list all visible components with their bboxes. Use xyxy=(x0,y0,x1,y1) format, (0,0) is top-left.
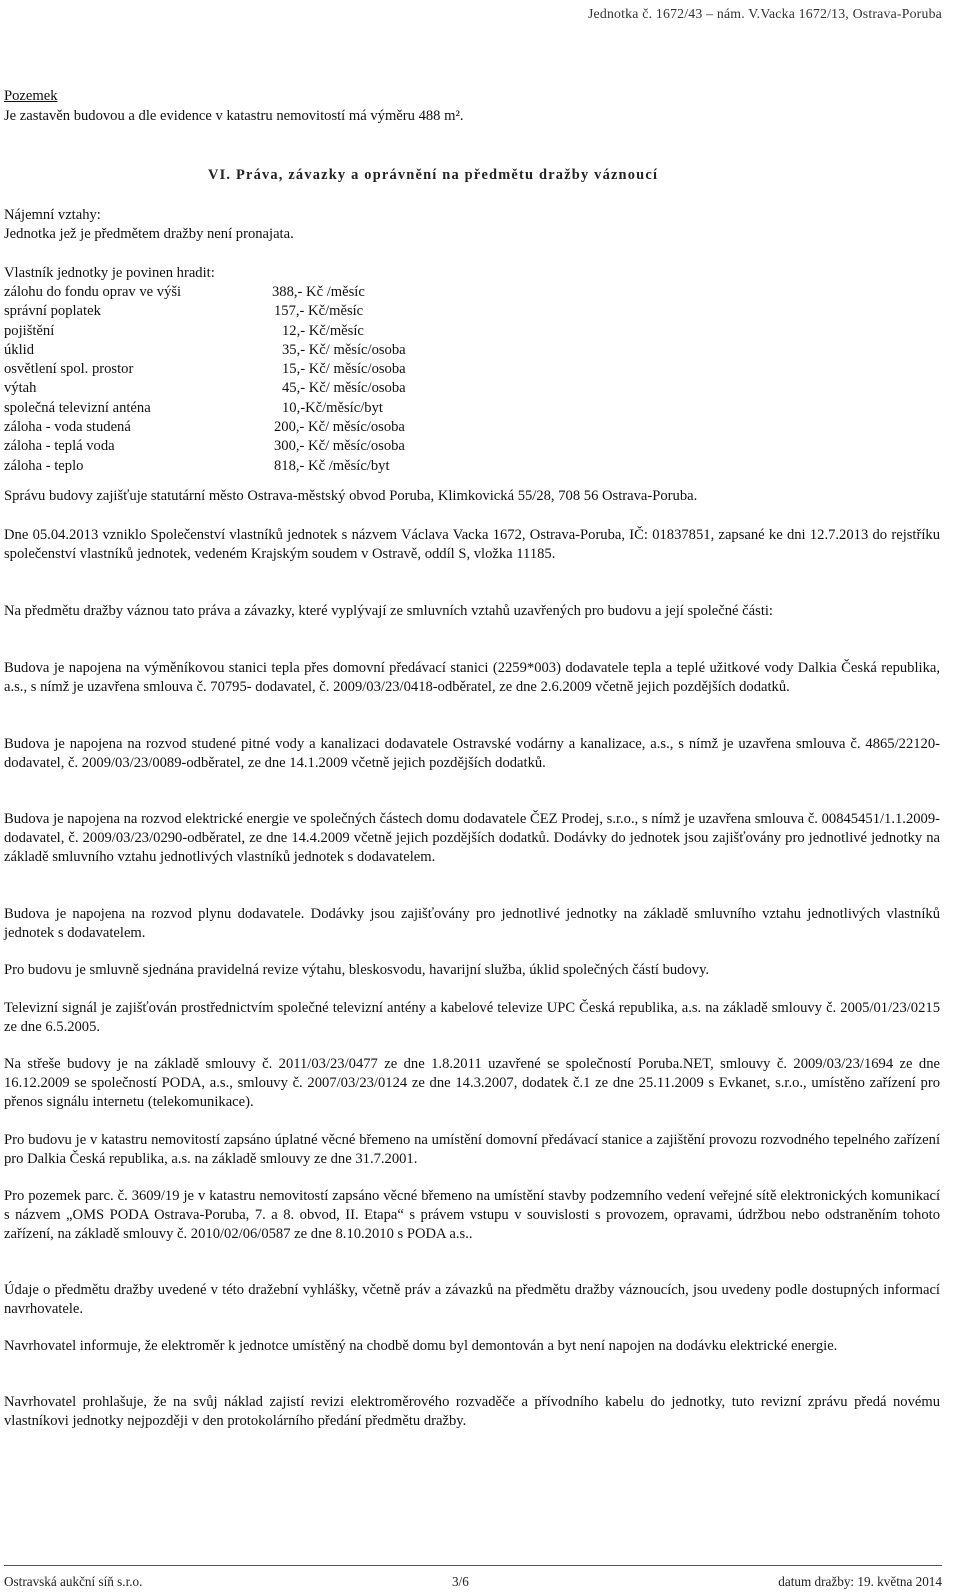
fee-label: záloha - voda studená xyxy=(4,419,131,436)
fee-label: výtah xyxy=(4,380,37,397)
paragraph: Televizní signál je zajišťován prostřednictvím společné televizní antény a kabelové televize UPC Česká republika, a.s. na základě smlouvy č. 2005/01/23/0215 ze dne 6.5.2005. xyxy=(4,1000,940,1035)
fee-value: 200,- Kč/ měsíc/osoba xyxy=(274,419,405,436)
fee-label: osvětlení spol. prostor xyxy=(4,361,134,378)
fee-value: 15,- Kč/ měsíc/osoba xyxy=(282,361,406,378)
fee-label: úklid xyxy=(4,341,34,358)
pozemek-heading: Pozemek xyxy=(4,88,58,104)
paragraph: Údaje o předmětu dražby uvedené v této dražební vyhlášky, včetně práv a závazků na předmětu dražby váznoucích, jsou uvedeny podle dostupných informací navrhovatele. xyxy=(4,1282,940,1317)
paragraph: Pro budovu je smluvně sjednána pravidelná revize výtahu, bleskosvodu, havarijní služba, úklid společných částí budovy. xyxy=(4,962,710,978)
paragraph: Pro pozemek parc. č. 3609/19 je v katastru nemovitostí zapsáno věcné břemeno na umístění stavby podzemního vedení veřejné sítě elektronických komunikací s názvem „OMS PODA Ostrava-Poruba, 7. a 8. obvod, II. Etapa“ s právem vstupu v souvislosti s provozem, opravami, údržbou nebo odstraněním tohoto zařízení, na základě smlouvy č. 2010/02/06/0587 ze dne 8.10.2010 s PODA a.s.. xyxy=(4,1188,940,1242)
paragraph: Budova je napojena na rozvod plynu dodavatele. Dodávky jsou zajišťovány pro jednotlivé jednotky na základě smluvního vztahu jednotlivých vlastníků jednotek s dodavatelem. xyxy=(4,906,940,941)
fees-intro: Vlastník jednotky je povinen hradit: xyxy=(4,265,215,281)
fee-label: správní poplatek xyxy=(4,303,101,320)
fee-row xyxy=(4,360,482,379)
fee-label: záloha - teplo xyxy=(4,457,84,474)
fee-row xyxy=(4,399,482,418)
fee-row xyxy=(4,322,482,341)
fee-value: 157,- Kč/měsíc xyxy=(274,303,364,320)
fee-row xyxy=(4,302,482,321)
fee-label: společná televizní anténa xyxy=(4,399,151,416)
pozemek-text: Je zastavěn budovou a dle evidence v katastru nemovitostí má výměru 488 m². xyxy=(4,108,464,124)
fee-row xyxy=(4,418,482,437)
fee-value: 300,- Kč/ měsíc/osoba xyxy=(274,438,405,455)
paragraph: Pro budovu je v katastru nemovitostí zapsáno úplatné věcné břemeno na umístění domovní předávací stanice a zajištění provozu rozvodného tepelného zařízení pro Dalkia Česká republika, a.s. na základě smlouvy ze dne 31.7.2001. xyxy=(4,1132,940,1167)
najem-heading: Nájemní vztahy: xyxy=(4,207,101,223)
fee-label: zálohu do fondu oprav ve výši xyxy=(4,284,182,300)
fee-value: 818,- Kč /měsíc/byt xyxy=(274,457,390,474)
paragraph: Na střeše budovy je na základě smlouvy č. 2011/03/23/0477 ze dne 1.8.2011 uzavřené se společností Poruba.NET, smlouvy č. 2009/03/23/1694 ze dne 16.12.2009 se společností PODA, a.s., smlouvy č. 2007/03/23/0124 ze dne 14.3.2007, dodatek č.1 ze dne 25.11.2009 s Evkanet, s.r.o., umístěno zařízení pro přenos signálu internetu (telekomunikace). xyxy=(4,1056,940,1110)
fee-row xyxy=(4,457,482,476)
fee-value: 45,- Kč/ měsíc/osoba xyxy=(282,380,406,397)
fee-label: záloha - teplá voda xyxy=(4,438,115,455)
footer-page-number: 3/6 xyxy=(451,1574,469,1589)
fee-row xyxy=(4,341,482,360)
paragraph: Správu budovy zajišťuje statutární město Ostrava-městský obvod Poruba, Klimkovická 55/28, 708 56 Ostrava-Poruba. xyxy=(4,488,698,504)
paragraph: Budova je napojena na výměníkovou stanici tepla přes domovní předávací stanici (2259*003) dodavatele tepla a teplé užitkové vody Dalkia Česká republika, a.s., s nímž je uzavřena smlouva č. 70795- dodavatel, č. 2009/03/23/0418-odběratel, ze dne 2.6.2009 včetně jejich pozdějších dodatků. xyxy=(4,660,940,695)
page-header: Jednotka č. 1672/43 – nám. V.Vacka 1672/13, Ostrava-Poruba xyxy=(587,6,942,21)
fee-value: 12,- Kč/měsíc xyxy=(282,322,364,339)
footer-company: Ostravská aukční síň s.r.o. xyxy=(4,1574,143,1589)
fee-value: 388,- Kč /měsíc xyxy=(272,284,365,300)
najem-text: Jednotka jež je předmětem dražby není pronajata. xyxy=(4,226,294,242)
page-footer xyxy=(4,1565,942,1591)
fee-row xyxy=(4,379,482,398)
fee-value: 10,-Kč/měsíc/byt xyxy=(282,399,383,416)
fee-label: pojištění xyxy=(4,322,55,339)
fee-row xyxy=(4,437,482,456)
footer-auction-date: datum dražby: 19. května 2014 xyxy=(778,1574,942,1589)
fee-row xyxy=(4,283,482,302)
paragraph: Dne 05.04.2013 vzniklo Společenství vlastníků jednotek s názvem Václava Vacka 1672, Ostrava-Poruba, IČ: 01837851, zapsané ke dni 12.7.2013 do rejstříku společenství vlastníků jednotek, vedeném Krajským soudem v Ostravě, oddíl S, vložka 11185. xyxy=(4,527,940,562)
paragraph: Budova je napojena na rozvod studené pitné vody a kanalizaci dodavatele Ostravské vodárny a kanalizace, a.s., s nímž je uzavřena smlouva č. 4865/22120- dodavatel, č. 2009/03/23/0089-odběratel, ze dne 14.1.2009 včetně jejich pozdějších dodatků. xyxy=(4,736,940,771)
paragraph: Navrhovatel prohlašuje, že na svůj náklad zajistí revizi elektroměrového rozvaděče a přívodního kabelu do jednotky, tuto revizní zprávu předá novému vlastníkovi jednotky nejpozději v den protokolárního předání předmětu dražby. xyxy=(4,1394,940,1429)
section-title: VI. Práva, závazky a oprávnění na předmětu dražby váznoucí xyxy=(208,167,659,183)
paragraph: Budova je napojena na rozvod elektrické energie ve společných částech domu dodavatele ČEZ Prodej, s.r.o., s nímž je uzavřena smlouva č. 00845451/1.1.2009- dodavatel, č. 2009/03/23/0290-odběratel, ze dne 14.4.2009 včetně jejich pozdějších dodatků. Dodávky do jednotek jsou zajišťovány pro jednotlivé jednotky na základě smluvního vztahu jednotlivých vlastníků jednotek s dodavatelem. xyxy=(4,811,940,865)
paragraph: Navrhovatel informuje, že elektroměr k jednotce umístěný na chodbě domu byl demontován a byt není napojen na dodávku elektrické energie. xyxy=(4,1338,838,1354)
fee-table xyxy=(4,283,482,476)
paragraph: Na předmětu dražby váznou tato práva a závazky, které vyplývají ze smluvních vztahů uzavřených pro budovu a její společné části: xyxy=(4,603,773,619)
fee-value: 35,- Kč/ měsíc/osoba xyxy=(282,341,406,358)
